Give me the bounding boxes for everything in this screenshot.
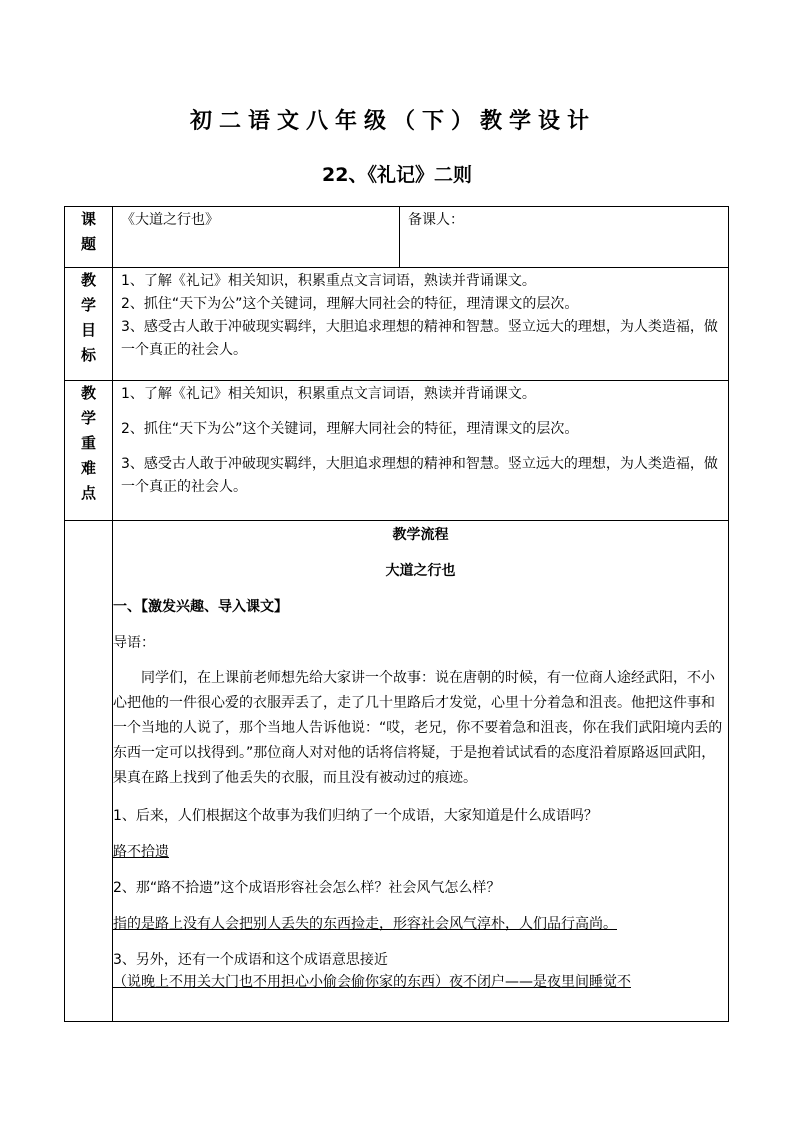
answer-2: 指的是路上没有人会把别人丢失的东西捡走，形容社会风气淳朴，人们品行高尚。 — [113, 916, 617, 932]
topic-row — [65, 207, 729, 268]
focus-cell — [113, 381, 729, 521]
goal-line: 3、感受古人敢于冲破现实羁绊，大胆追求理想的精神和智慧。竖立远大的理想，为人类造福，做一个真正的社会人。 — [121, 319, 718, 358]
focus-row — [65, 381, 729, 521]
answer-3: （说晚上不用关大门也不用担心小偷会偷你家的东西）夜不闭户——是夜里间睡觉不 — [113, 974, 631, 990]
preparer-label: 备课人： — [399, 207, 728, 267]
lesson-plan-table — [64, 206, 729, 1022]
focus-label: 教 学 重 难 点 — [65, 381, 113, 521]
goal-line: 2、抓住“天下为公”这个关键词，理解大同社会的特征，理清课文的层次。 — [121, 296, 579, 312]
goals-row — [65, 268, 729, 381]
section-heading: 一、【激发兴趣、导入课文】 — [113, 599, 288, 615]
page-title: 初二语文八年级（下）教学设计 — [190, 109, 597, 134]
intro-label: 导语： — [113, 635, 155, 651]
answer-1: 路不拾遗 — [113, 844, 169, 860]
question-1: 1、后来，人们根据这个故事为我们归纳了一个成语，大家知道是什么成语吗？ — [113, 808, 598, 824]
goals-cell — [113, 268, 729, 381]
flow-heading: 教学流程 — [392, 527, 449, 543]
flow-cell — [113, 521, 729, 1022]
topic-label: 课 题 — [65, 207, 113, 268]
focus-line: 1、了解《礼记》相关知识，积累重点文言词语，熟读并背诵课文。 — [121, 386, 536, 402]
flow-row — [65, 521, 729, 1022]
flow-subheading: 大道之行也 — [385, 563, 456, 579]
goal-line: 1、了解《礼记》相关知识，积累重点文言词语，熟读并背诵课文。 — [121, 273, 536, 289]
focus-line: 3、感受古人敢于冲破现实羁绊，大胆追求理想的精神和智慧。竖立远大的理想，为人类造福，做一个真正的社会人。 — [121, 456, 718, 495]
question-3: 3、另外，还有一个成语和这个成语意思接近 — [113, 952, 388, 968]
flow-label — [65, 521, 113, 1022]
topic-cell — [113, 207, 729, 268]
focus-line: 2、抓住“天下为公”这个关键词，理解大同社会的特征，理清课文的层次。 — [121, 421, 579, 437]
story-paragraph: 同学们，在上课前老师想先给大家讲一个故事：说在唐朝的时候，有一位商人途经武阳，不小心把他的一件很心爱的衣服弄丢了，走了几十里路后才发觉，心里十分着急和沮丧。他把这件事和一个当地的人说了，那个当地人告诉他说：“哎，老兄，你不要着急和沮丧，你在我们武阳境内丢的东西一定可以找得到。”那位商人对对他的话将信将疑，于是抱着试试看的态度沿着原路返回武阳，果真在路上找到了他丢失的衣服，而且没有被动过的痕迹。 — [113, 670, 723, 786]
goals-label: 教 学 目 标 — [65, 268, 113, 381]
question-2: 2、那“路不拾遗”这个成语形容社会怎么样？社会风气怎么样？ — [113, 880, 501, 896]
lesson-title: 22、《礼记》二则 — [322, 164, 472, 186]
topic-value: 《大道之行也》 — [121, 212, 219, 228]
